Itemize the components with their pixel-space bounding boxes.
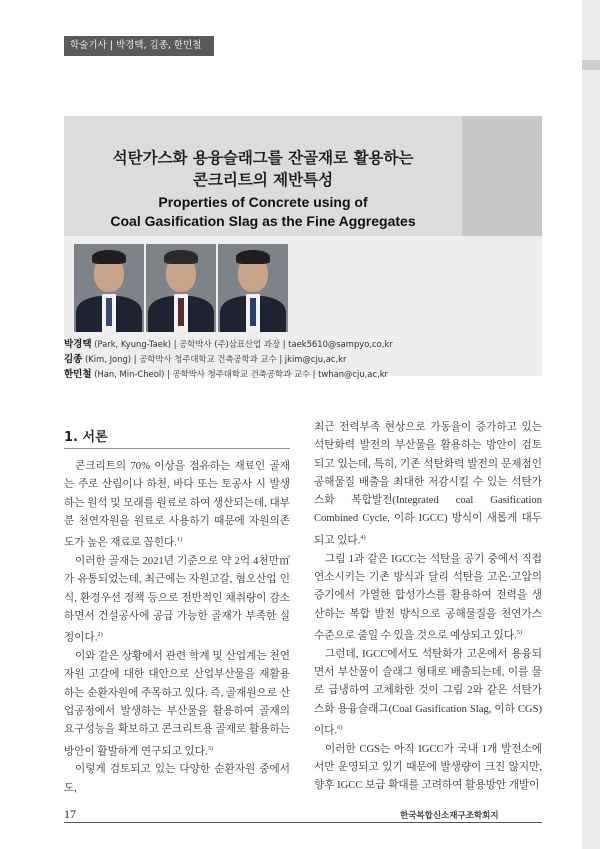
author-line [64, 351, 346, 365]
title-panel-side [462, 116, 542, 236]
paragraph: 그런데, IGCC에서도 석탄화가 고온에서 용융되면서 부산물이 슬래그 형태로 배출되는데, 이를 물로 급냉하여 고체화한 것이 그림 2와 같은 석탄가스화 용융슬래그(Coal Gasification Slag, 이하 CGS)이다.$^{6)}$ [314, 648, 542, 737]
page-edge-tab [582, 60, 600, 70]
author-detail: (Han, Min-Cheol) | 공학박사 청주대학교 건축공학과 교수 | twhan@cju,ac,kr [91, 369, 389, 379]
author-line [64, 366, 388, 380]
title-korean-line1: 석탄가스화 용융슬래그를 잔골재로 활용하는 [112, 149, 414, 167]
author-name: 박경택 [64, 339, 92, 350]
reference-mark: 6) [337, 723, 343, 731]
title-korean-line2: 콘크리트의 제반특성 [192, 171, 334, 189]
paragraph: 이러한 골재는 2021년 기준으로 약 2억 4천만㎥가 유통되었는데, 최근에는 자원고갈, 혐오산업 인식, 환경우선 정책 등으로 전반적인 채취량이 감소하면서 건설공사에 공급 가능한 골재가 부족한 실정이다.$^{2)}$ [64, 556, 290, 644]
reference-mark: 1) [176, 536, 183, 544]
reference-mark: 4) [360, 533, 366, 541]
reference-mark: 3) [207, 744, 214, 752]
section-heading: 1. 서론 [64, 430, 108, 445]
author-photo-park [74, 244, 144, 332]
footer-rule [64, 822, 542, 823]
author-photo-han [218, 244, 288, 332]
body-column-right [314, 419, 542, 796]
paragraph: 이렇게 검토되고 있는 다양한 순환자원 중에서도, [64, 764, 290, 794]
author-detail: (Park, Kyung-Taek) | 공학박사 (주)삼표산업 과장 | taek5610@sampyo,co,kr [91, 339, 393, 349]
author-photo-kim [146, 244, 216, 332]
paragraph: 최근 전력부족 현상으로 가동율이 증가하고 있는 석탄화력 발전의 부산물을 활용하는 방안이 검토되고 있는데, 특히, 기존 석탄화력 발전의 문제점인 공해물질 배출을 최대한 저감시킬 수 있는 석탄가스화 복합발전(Integrated coal Gasification Combined Cycle, 이하 IGCC) 방식이 새롭게 대두되고 있다.$^{4)}$ [314, 422, 542, 547]
author-line [64, 336, 393, 350]
author-name: 한민철 [64, 369, 92, 380]
paragraph: 그림 1과 같은 IGCC는 석탄을 공기 중에서 직접 연소시키는 기존 방식과 달리 석탄을 고온·고압의 증기에서 가열한 합성가스를 활용하여 전력을 생산하는 복합 발전 방식으로 공해물질을 천연가스 수준으로 줄일 수 있을 것으로 예상되고 있다.$^{5)}$ [314, 553, 542, 642]
journal-name: 한국복합신소재구조학회지 [400, 811, 499, 821]
title-english-line1: Properties of Concrete using of [158, 194, 368, 210]
reference-mark: 5) [516, 628, 523, 636]
page-number: 17 [64, 807, 76, 821]
paragraph: 콘크리트의 70% 이상을 점유하는 재료인 골재는 주로 산림이나 하천, 바다 또는 토공사 시 발생하는 원석 및 모래를 원료로 하여 생산되는데, 대부분 천연자원을 원료로 사용하기 때문에 자원의존도가 높은 재료로 꼽힌다.$^{1)}$ [64, 461, 290, 549]
reference-mark: 2) [97, 631, 103, 639]
paragraph: 이러한 CGS는 아직 IGCC가 국내 1개 발전소에서만 운영되고 있기 때문에 발생량이 크진 않지만, 향후 IGCC 보급 확대를 고려하여 활용방안 개발이 [314, 743, 542, 792]
running-header: 학술기사 | 박경택, 김종, 한민철 [64, 36, 214, 56]
paragraph: 이와 같은 상황에서 관련 학계 및 산업계는 천연자원 고갈에 대한 대안으로 산업부산물을 재활용하는 순환자원에 주목하고 있다. 즉, 골재원으로 산업공정에서 발생하는 부산물을 활용하여 골재의 요구성능을 확보하고 콘크리트용 골재로 활용하는 방안이 활발하게 연구되고 있다.$^{3)}$ [64, 651, 290, 758]
section-rule [64, 448, 290, 449]
author-detail: (Kim, Jong) | 공학박사 청주대학교 건축공학과 교수 | jkim@cju,ac,kr [82, 354, 347, 364]
title-english-line2: Coal Gasification Slag as the Fine Aggregates [110, 213, 416, 229]
page-edge-strip [582, 0, 600, 849]
author-name: 김종 [64, 354, 83, 365]
body-column-left [64, 458, 290, 798]
